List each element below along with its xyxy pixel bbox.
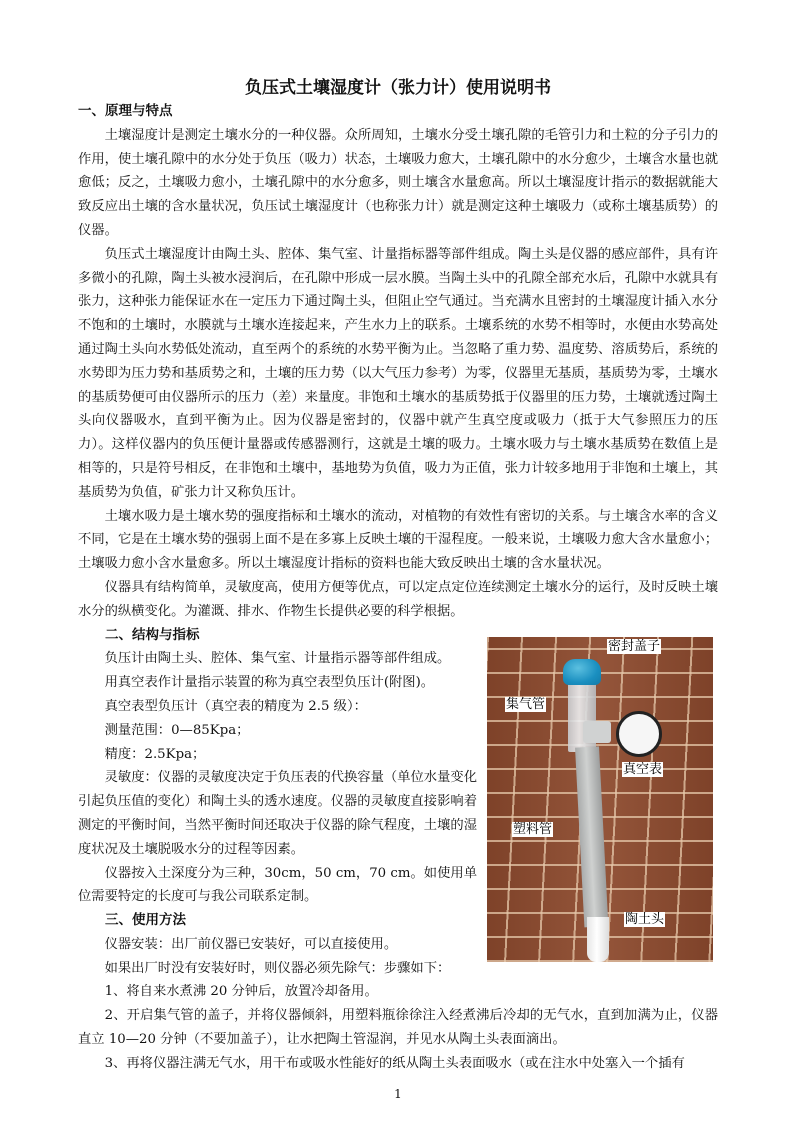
- label-vacuum-gauge: 真空表: [623, 761, 663, 777]
- usage-line: 如果出厂时没有安装好时，则仪器必须先除气：步骤如下：: [104, 960, 451, 976]
- step-2-paragraph: 2、开启集气管的盖子，并将仪器倾斜，用塑料瓶徐徐注入经煮沸后冷却的无气水，直到加满为止，仪器直立 10—20 分钟（不要加盖子），让水把陶土管湿润，并见水从陶土头表面滴出。: [78, 1008, 718, 1048]
- label-sealing-cap: 密封盖子: [608, 638, 661, 654]
- sealing-cap: [563, 659, 601, 685]
- vacuum-gauge: [616, 711, 662, 757]
- section-2-heading: 二、结构与指标: [105, 626, 200, 643]
- section-1-paragraph-4: 仪器具有结构简单，灵敏度高，使用方便等优点，可以定点定位连续测定土壤水分的运行，及时反映土壤水分的纵横变化。为灌溉、排水、作物生长提供必要的科学根据。: [78, 579, 718, 619]
- page-content: [78, 76, 718, 1102]
- step-3-paragraph: 3、再将仪器注满无气水，用干布或吸水性能好的纸从陶土头表面吸水（或在注水中处塞入一个插有: [104, 1055, 685, 1071]
- section-1-paragraph-3: 土壤水吸力是土壤水势的强度指标和土壤水的流动，对植物的有效性有密切的关系。与土壤含水率的含义不同，它是在土壤水势的强弱上面不是在多寡上反映土壤的干湿程度。一般来说，土壤吸力愈大含水量愈小；土壤吸力愈小含水量愈多。所以土壤湿度计指标的资料也能大致反映出土壤的含水量状况。: [78, 508, 718, 572]
- section-1-paragraph-1: 土壤湿度计是测定土壤水分的一种仪器。众所周知，土壤水分受土壤孔隙的毛管引力和土粒的分子引力的作用，使土壤孔隙中的水分处于负压（吸力）状态，土壤吸力愈大，土壤孔隙中的水分愈少，土壤含水量也就愈低；反之，土壤吸力愈小，土壤孔隙中的水分愈多，则土壤含水量愈高。所以土壤湿度计指示的数据就能大致反应出土壤的含水量状况，负压试土壤湿度计（也称张力计）就是测定这种土壤吸力（或称土壤基质势）的仪器。: [78, 127, 718, 238]
- label-gas-tube: 集气管: [506, 696, 546, 712]
- label-plastic-tube: 塑料管: [513, 821, 553, 837]
- plastic-tube: [575, 746, 608, 927]
- document-title: 负压式土壤湿度计（张力计）使用说明书: [245, 78, 551, 98]
- spec-line: 负压计由陶土头、腔体、集气室、计量指示器等部件组成。: [104, 651, 451, 667]
- section-1-paragraph-2: 负压式土壤湿度计由陶土头、腔体、集气室、计量指标器等部件组成。陶土头是仪器的感应部件，具有许多微小的孔隙，陶土头被水浸润后，在孔隙中形成一层水膜。当陶土头中的孔隙全部充水后，孔隙中水就具有张力，这种张力能保证水在一定压力下通过陶土头，但阻止空气通过。当充满水且密封的土壤湿度计插入水分不饱和的土壤时，水膜就与土壤水连接起来，产生水力上的联系。土壤系统的水势不相等时，水便由水势高处通过陶土头向水势低处流动，直至两个的系统的水势平衡为止。当忽略了重力势、温度势、溶质势后，系统的水势即为压力势和基质势之和，土壤的压力势（以大气压力参考）为零，仪器里无基质，基质势为零，土壤水的基质势便可由仪器所示的压力（差）来量度。非饱和土壤水的基质势抵于仪器里的压力势，土壤就透过陶土头向仪器吸水，直到平衡为止。因为仪器是密封的，仪器中就产生真空度或吸力（抵于大气参照压力的压力）。这样仪器内的负压便计量器或传感器测行，这就是土壤的吸力。土壤水吸力与土壤水基质势在数值上是相等的，只是符号相反，在非饱和土壤中，基地势为负值，吸力为正值，张力计较多地用于非饱和土壤上，其基质势为负值，矿张力计又称负压计。: [78, 246, 718, 500]
- usage-line: 仪器安装：出厂前仪器已安装好，可以直接使用。: [104, 936, 398, 952]
- spec-line: 真空表型负压计（真空表的精度为 2.5 级）：: [104, 698, 367, 714]
- spec-line: 用真空表作计量指示装置的称为真空表型负压计(附图)。: [104, 675, 435, 691]
- ceramic-tip: [587, 917, 609, 962]
- section-1-heading: 一、原理与特点: [78, 103, 173, 119]
- label-ceramic-tip: 陶土头: [625, 911, 665, 927]
- section-3-heading: 三、使用方法: [105, 912, 186, 929]
- connector: [583, 721, 611, 743]
- usage-line: 1、将自来水煮沸 20 分钟后，放置冷却备用。: [104, 984, 378, 1000]
- sensitivity-paragraph: 灵敏度：仪器的灵敏度决定于负压表的代换容量（单位水量变化引起负压值的变化）和陶土头的透水速度。仪器的灵敏度直接影响着测定的平衡时间，当然平衡时间还取决于仪器的除气程度，土壤的湿度状况及土壤脱吸水分的过程等因素。: [78, 770, 477, 857]
- tensiometer-photo: [487, 637, 713, 962]
- spec-line: 测量范围：0—85Kpa；: [104, 722, 250, 738]
- page-number: 1: [394, 1086, 402, 1101]
- depth-paragraph: 仪器按入土深度分为三种，30cm，50 cm，70 cm。如使用单位需要特定的长度可与我公司联系定制。: [78, 865, 477, 905]
- spec-line: 精度：2.5Kpa；: [104, 746, 206, 762]
